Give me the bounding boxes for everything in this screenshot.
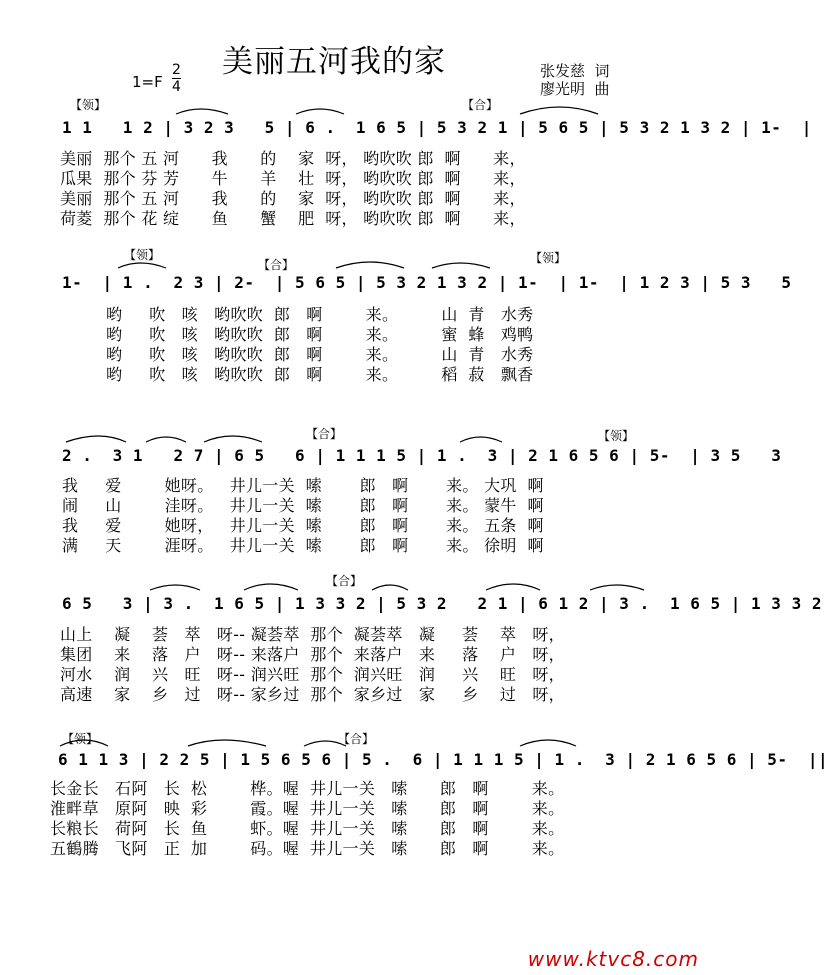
lyricist-credit: 张发慈 词	[540, 62, 610, 80]
lyric-1-2: 瓜果 那个 芬 芳 牛 羊 壮 呀， 哟吹吹 郎 啊 来，	[60, 169, 526, 188]
chorus-mark: 【合】	[462, 98, 499, 112]
lead-mark: 【领】	[598, 429, 635, 443]
lyric-2-1: 哟 吹 咳 哟吹吹 郎 啊 来。 山 青 水秀	[106, 305, 534, 324]
chorus-mark: 【合】	[338, 732, 375, 746]
lyric-4-2: 集团 来 落 户 呀-- 来落户 那个 来落户 来 落 户 呀，	[60, 645, 565, 664]
lyric-3-3: 我 爱 她呀， 井儿一关 嗦 郎 啊 来。 五条 啊	[62, 516, 544, 535]
notation-line-2: 1- | 1 . 2 3 | 2- | 5 6 5 | 5 3 2 1 3 2 | 1- | 1- | 1 2 3 | 5 3 5	[62, 273, 792, 292]
lyric-1-3: 美丽 那个 五 河 我 的 家 呀， 哟吹吹 郎 啊 来，	[60, 189, 526, 208]
lyric-3-4: 满 天 涯呀。 井儿一关 嗦 郎 啊 来。 徐明 啊	[62, 536, 544, 555]
watermark: www.ktvc8.com	[527, 947, 699, 971]
lyric-4-3: 河水 润 兴 旺 呀-- 润兴旺 那个 润兴旺 润 兴 旺 呀，	[60, 665, 565, 684]
time-sig-bottom: 4	[172, 79, 181, 95]
notation-line-3: 2 . 3 1 2 7 | 6 5 6 | 1 1 1 5 | 1 . 3 | 2 1 6 5 6 | 5- | 3 5 3	[62, 446, 782, 465]
lyric-2-4: 哟 吹 咳 哟吹吹 郎 啊 来。 稻 菽 飘香	[106, 365, 534, 384]
lyric-3-1: 我 爱 她呀。 井儿一关 嗦 郎 啊 来。 大巩 啊	[62, 476, 544, 495]
lyric-1-4: 荷菱 那个 花 绽 鱼 蟹 肥 呀， 哟吹吹 郎 啊 来，	[60, 209, 526, 228]
lyric-5-3: 长粮长 荷阿 长 鱼 虾。喔 井儿一关 嗦 郎 啊 来。	[50, 819, 565, 838]
chorus-mark: 【合】	[258, 258, 295, 272]
chorus-mark: 【合】	[306, 427, 343, 441]
lead-mark: 【领】	[70, 98, 107, 112]
time-sig-top: 2	[172, 62, 181, 78]
chorus-mark: 【合】	[326, 574, 363, 588]
notation-line-5: 6 1 1 3 | 2 2 5 | 1 5 6 5 6 | 5 . 6 | 1 1 1 5 | 1 . 3 | 2 1 6 5 6 | 5- ||	[58, 750, 828, 769]
lyric-4-1: 山上 凝 荟 萃 呀-- 凝荟萃 那个 凝荟萃 凝 荟 萃 呀，	[60, 625, 565, 644]
lead-mark: 【领】	[62, 732, 99, 746]
lyric-5-1: 长金长 石阿 长 松 桦。喔 井儿一关 嗦 郎 啊 来。	[50, 779, 565, 798]
lyric-5-4: 五鶴腾 飞阿 正 加 码。喔 井儿一关 嗦 郎 啊 来。	[50, 839, 565, 858]
lyric-4-4: 高速 家 乡 过 呀-- 家乡过 那个 家乡过 家 乡 过 呀，	[60, 685, 565, 704]
lead-mark: 【领】	[530, 251, 567, 265]
lyric-5-2: 淮畔草 原阿 映 彩 霞。喔 井儿一关 嗦 郎 啊 来。	[50, 799, 565, 818]
song-title: 美丽五河我的家	[222, 44, 446, 80]
lead-mark: 【领】	[124, 248, 161, 262]
lyric-3-2: 闹 山 洼呀。 井儿一关 嗦 郎 啊 来。 蒙牛 啊	[62, 496, 544, 515]
notation-line-1: 1 1 1 2 | 3 2 3 5 | 6 . 1 6 5 | 5 3 2 1 | 5 6 5 | 5 3 2 1 3 2 | 1- |	[62, 118, 812, 137]
lyric-1-1: 美丽 那个 五 河 我 的 家 呀， 哟吹吹 郎 啊 来，	[60, 149, 526, 168]
lyric-2-2: 哟 吹 咳 哟吹吹 郎 啊 来。 蜜 蜂 鸡鸭	[106, 325, 534, 344]
lyric-2-3: 哟 吹 咳 哟吹吹 郎 啊 来。 山 青 水秀	[106, 345, 534, 364]
composer-credit: 廖光明 曲	[540, 80, 610, 98]
key-signature: 1=F	[132, 73, 163, 91]
notation-line-4: 6 5 3 | 3 . 1 6 5 | 1 3 3 2 | 5 3 2 2 1 | 6 1 2 | 3 . 1 6 5 | 1 3 3 2	[62, 594, 822, 613]
